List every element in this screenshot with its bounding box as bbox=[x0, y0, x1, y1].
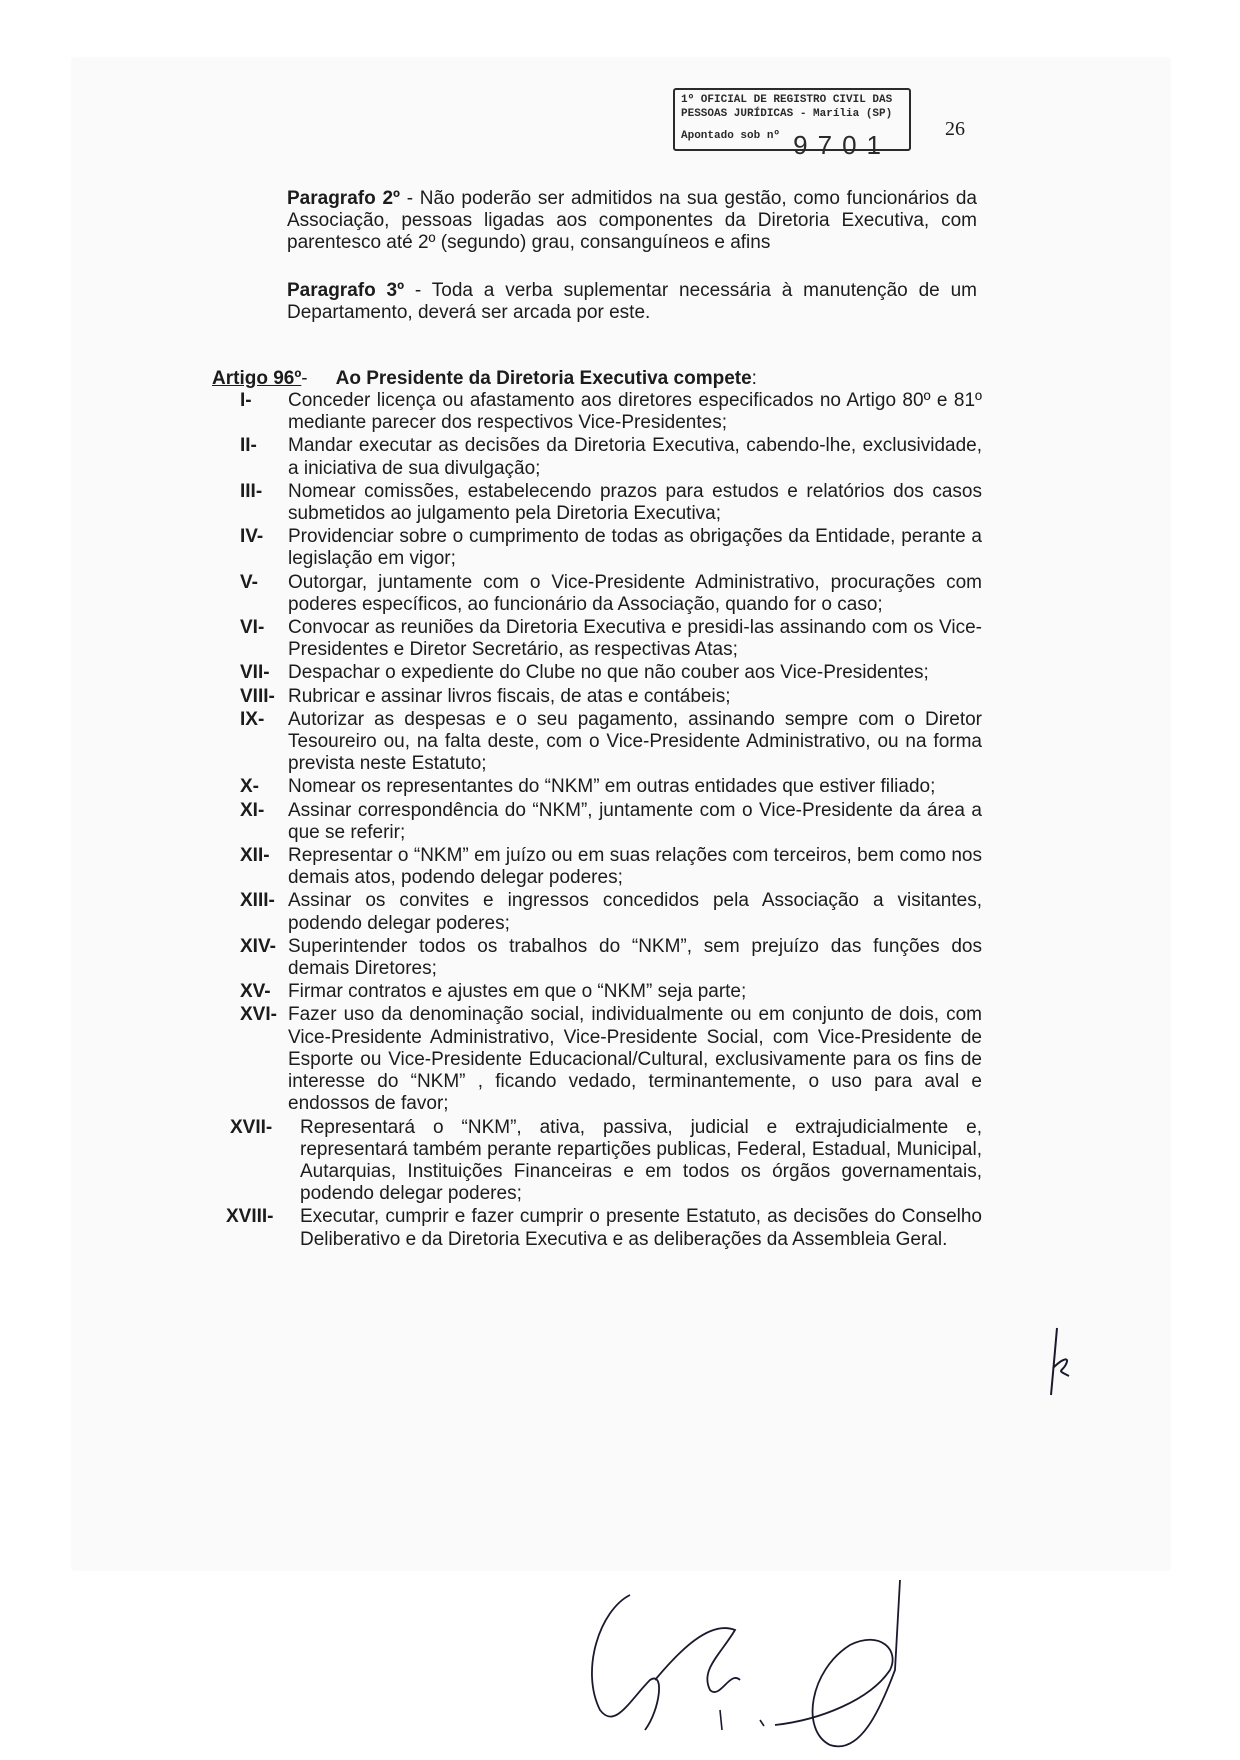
list-item bbox=[240, 936, 982, 980]
article-number: Artigo 96º bbox=[212, 368, 302, 389]
item-text: Representará o “NKM”, ativa, passiva, judicial e extrajudicialmente e, representará também perante repartições publicas, Federal, Estadual, Municipal, Autarquias, Instituições Financeiras e em todos os órgãos governamentais, podendo delegar poderes; bbox=[300, 1116, 982, 1205]
article-title: Ao Presidente da Diretoria Executiva compete bbox=[335, 368, 752, 389]
list-item bbox=[240, 845, 982, 889]
list-item bbox=[240, 435, 982, 479]
article-items bbox=[226, 390, 982, 1252]
item-text: Firmar contratos e ajustes em que o “NKM” seja parte; bbox=[288, 981, 747, 1003]
margin-initial-signature bbox=[1035, 1320, 1085, 1400]
stamp-line-3: Apontado sob nº bbox=[681, 130, 781, 142]
item-text: Mandar executar as decisões da Diretoria Executiva, cabendo-lhe, exclusividade, a iniciativa de sua divulgação; bbox=[288, 435, 982, 479]
handwritten-signatures bbox=[560, 1560, 960, 1760]
item-text: Outorgar, juntamente com o Vice-Presidente Administrativo, procurações com poderes específicos, ao funcionário da Associação, quando for o caso; bbox=[288, 571, 982, 615]
list-item bbox=[240, 981, 982, 1003]
item-numeral: IX- bbox=[240, 708, 265, 730]
list-item bbox=[240, 686, 982, 708]
item-numeral: II- bbox=[240, 435, 257, 457]
stamp-line-1: 1º OFICIAL DE REGISTRO CIVIL DAS bbox=[681, 94, 893, 106]
list-item bbox=[240, 662, 982, 684]
paragraph-2-text: - Não poderão ser admitidos na sua gestão, como funcionários da Associação, pessoas ligadas aos componentes da Diretoria Executiva, com parentesco até 2º (segundo) grau, consanguíneos e afins bbox=[287, 188, 977, 253]
paragraph-2-label: Paragrafo 2º bbox=[287, 188, 400, 209]
list-item bbox=[240, 776, 982, 798]
item-numeral: VII- bbox=[240, 662, 270, 684]
item-numeral: XIII- bbox=[240, 890, 275, 912]
list-item bbox=[240, 526, 982, 570]
paragraph-3 bbox=[287, 280, 977, 324]
item-text: Conceder licença ou afastamento aos diretores especificados no Artigo 80º e 81º mediante parecer dos respectivos Vice-Presidentes; bbox=[288, 390, 982, 434]
item-text: Fazer uso da denominação social, individualmente ou em conjunto de dois, com Vice-Presidente Administrativo, Vice-Presidente Social, com Vice-Presidente de Esporte ou Vice-Presidente Educacional/Cultural, exclusivamente para os fins de interesse do “NKM” , ficando vedado, terminantemente, o uso para aval e endossos de favor; bbox=[288, 1004, 982, 1115]
item-numeral: XVI- bbox=[240, 1004, 277, 1026]
item-numeral: XVIII- bbox=[226, 1206, 274, 1228]
article-colon: : bbox=[751, 368, 757, 389]
page-number: 26 bbox=[945, 118, 965, 140]
item-numeral: XV- bbox=[240, 981, 271, 1003]
list-item bbox=[240, 617, 982, 661]
list-item bbox=[240, 1004, 982, 1115]
item-text: Superintender todos os trabalhos do “NKM”, sem prejuízo das funções dos demais Diretores; bbox=[288, 935, 982, 980]
item-text: Providenciar sobre o cumprimento de todas as obrigações da Entidade, perante a legislação em vigor; bbox=[288, 526, 982, 570]
paragraph-2 bbox=[287, 188, 977, 254]
item-text: Rubricar e assinar livros fiscais, de atas e contábeis; bbox=[288, 685, 731, 707]
item-numeral: XIV- bbox=[240, 935, 276, 957]
item-numeral: III- bbox=[240, 480, 263, 502]
stamp-line-2: PESSOAS JURÍDICAS - Marília (SP) bbox=[681, 108, 893, 120]
paragraph-3-label: Paragrafo 3º bbox=[287, 280, 405, 301]
item-text: Representar o “NKM” em juízo ou em suas relações com terceiros, bem como nos demais atos, podendo delegar poderes; bbox=[288, 845, 982, 889]
list-item bbox=[240, 890, 982, 934]
item-numeral: V- bbox=[240, 571, 258, 593]
stamp-number: 9701 bbox=[793, 130, 891, 160]
list-item bbox=[230, 1116, 982, 1206]
item-numeral: XI- bbox=[240, 799, 265, 821]
list-item bbox=[240, 800, 982, 844]
item-text: Executar, cumprir e fazer cumprir o presente Estatuto, as decisões do Conselho Deliberativo e da Diretoria Executiva e as deliberações da Assembleia Geral. bbox=[300, 1206, 982, 1250]
item-text: Nomear os representantes do “NKM” em outras entidades que estiver filiado; bbox=[288, 776, 936, 798]
item-numeral: IV- bbox=[240, 526, 264, 548]
list-item bbox=[240, 709, 982, 776]
item-text: Convocar as reuniões da Diretoria Executiva e presidi-las assinando com os Vice-Presidentes e Diretor Secretário, as respectivas Atas; bbox=[288, 617, 982, 661]
item-numeral: X- bbox=[240, 776, 259, 798]
item-numeral: VI- bbox=[240, 617, 265, 639]
list-item bbox=[240, 572, 982, 616]
item-numeral: VIII- bbox=[240, 685, 275, 707]
item-numeral: XVII- bbox=[230, 1116, 273, 1138]
item-text: Despachar o expediente do Clube no que não couber aos Vice-Presidentes; bbox=[288, 662, 929, 684]
list-item bbox=[240, 390, 982, 434]
article-heading bbox=[212, 368, 757, 390]
list-item bbox=[226, 1206, 982, 1250]
item-text: Autorizar as despesas e o seu pagamento, assinando sempre com o Diretor Tesoureiro ou, na falta deste, com o Vice-Presidente Administrativo, ou na forma prevista neste Estatuto; bbox=[288, 708, 982, 775]
paragraph-3-text: - Toda a verba suplementar necessária à manutenção de um Departamento, deverá ser arcada por este. bbox=[287, 280, 977, 323]
item-text: Nomear comissões, estabelecendo prazos para estudos e relatórios dos casos submetidos ao julgamento pela Diretoria Executiva; bbox=[288, 480, 982, 525]
item-numeral: XII- bbox=[240, 845, 270, 867]
list-item bbox=[240, 481, 982, 525]
registry-stamp bbox=[673, 88, 911, 160]
item-text: Assinar os convites e ingressos concedidos pela Associação a visitantes, podendo delegar poderes; bbox=[288, 890, 982, 934]
item-text: Assinar correspondência do “NKM”, juntamente com o Vice-Presidente da área a que se referir; bbox=[288, 799, 982, 843]
item-numeral: I- bbox=[240, 390, 252, 411]
article-dash: - bbox=[301, 368, 308, 389]
